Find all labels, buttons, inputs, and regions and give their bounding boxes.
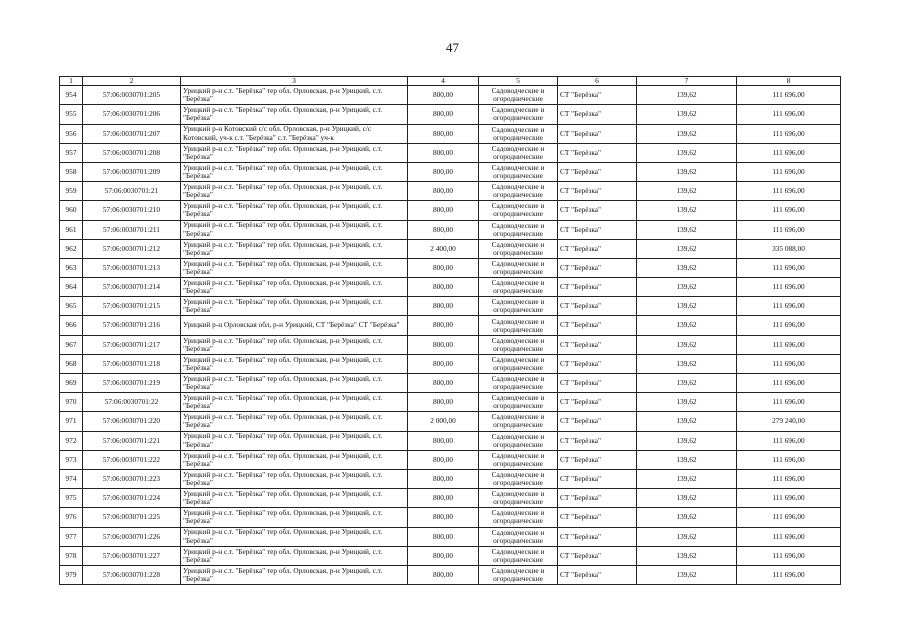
cell-area: 800,00 xyxy=(408,354,479,373)
cell-cadastral-number: 57:06:0030701:224 xyxy=(83,489,181,508)
table-row xyxy=(60,239,841,258)
table-row xyxy=(60,220,841,239)
cell-organization: СТ "Берёзка" xyxy=(558,393,637,412)
table-row xyxy=(60,316,841,335)
cell-address: Урицкий р-н с.т. "Берёзка" тер обл. Орловская, р-н Урицкий, с.т. "Берёзка" xyxy=(181,182,408,201)
cell-cadastral-number: 57:06:0030701:227 xyxy=(83,546,181,565)
cell-address: Урицкий р-н с.т. "Берёзка" тер обл. Орловская, р-н Урицкий, с.т. "Берёзка" xyxy=(181,546,408,565)
cell-organization: СТ "Берёзка" xyxy=(558,508,637,527)
cell-cadastral-value: 111 696,00 xyxy=(737,105,841,124)
cell-area: 800,00 xyxy=(408,450,479,469)
cell-area: 800,00 xyxy=(408,316,479,335)
cell-cadastral-number: 57:06:0030701:209 xyxy=(83,162,181,181)
table-header-row xyxy=(60,77,841,86)
cell-address: Урицкий р-н с.т. "Берёзка" тер обл. Орловская, р-н Урицкий, с.т. "Берёзка" xyxy=(181,239,408,258)
cell-cadastral-value: 335 088,00 xyxy=(737,239,841,258)
column-header: 8 xyxy=(737,77,841,86)
cell-address: Урицкий р-н с.т. "Берёзка" тер обл. Орловская, р-н Урицкий, с.т. "Берёзка" xyxy=(181,105,408,124)
cell-organization: СТ "Берёзка" xyxy=(558,431,637,450)
table-row xyxy=(60,201,841,220)
cell-unit-price: 139,62 xyxy=(637,143,737,162)
cell-address: Урицкий р-н с.т. "Берёзка" тер обл. Орловская, р-н Урицкий, с.т. "Берёзка" xyxy=(181,374,408,393)
cell-cadastral-value: 111 696,00 xyxy=(737,162,841,181)
cell-land-use: Садоводческие и огороднические xyxy=(479,258,558,277)
cell-cadastral-value: 111 696,00 xyxy=(737,374,841,393)
table-row xyxy=(60,182,841,201)
cell-area: 800,00 xyxy=(408,201,479,220)
cell-land-use: Садоводческие и огороднические xyxy=(479,508,558,527)
cell-row-number: 955 xyxy=(60,105,83,124)
cell-address: Урицкий р-н с.т. "Берёзка" тер обл. Орловская, р-н Урицкий, с.т. "Берёзка" xyxy=(181,469,408,488)
cell-land-use: Садоводческие и огороднические xyxy=(479,239,558,258)
cell-unit-price: 139,62 xyxy=(637,86,737,105)
cell-cadastral-value: 111 696,00 xyxy=(737,565,841,584)
cell-row-number: 979 xyxy=(60,565,83,584)
cell-organization: СТ "Берёзка" xyxy=(558,162,637,181)
cell-unit-price: 139,62 xyxy=(637,393,737,412)
cell-cadastral-value: 111 696,00 xyxy=(737,143,841,162)
cell-row-number: 978 xyxy=(60,546,83,565)
cell-row-number: 963 xyxy=(60,258,83,277)
cell-unit-price: 139,62 xyxy=(637,124,737,143)
cell-organization: СТ "Берёзка" xyxy=(558,297,637,316)
cell-row-number: 956 xyxy=(60,124,83,143)
cell-unit-price: 139,62 xyxy=(637,412,737,431)
cell-organization: СТ "Берёзка" xyxy=(558,489,637,508)
cell-cadastral-value: 111 696,00 xyxy=(737,527,841,546)
cell-address: Урицкий р-н с.т. "Берёзка" тер обл. Орловская, р-н Урицкий, с.т. "Берёзка" xyxy=(181,565,408,584)
cell-cadastral-number: 57:06:0030701:205 xyxy=(83,86,181,105)
cell-cadastral-number: 57:06:0030701:210 xyxy=(83,201,181,220)
cell-area: 800,00 xyxy=(408,182,479,201)
cell-area: 800,00 xyxy=(408,527,479,546)
cell-address: Урицкий р-н с.т. "Берёзка" тер обл. Орловская, р-н Урицкий, с.т. "Берёзка" xyxy=(181,278,408,297)
cell-address: Урицкий р-н с.т. "Берёзка" тер обл. Орловская, р-н Урицкий, с.т. "Берёзка" xyxy=(181,220,408,239)
cell-land-use: Садоводческие и огороднические xyxy=(479,201,558,220)
cell-land-use: Садоводческие и огороднические xyxy=(479,431,558,450)
cell-row-number: 976 xyxy=(60,508,83,527)
cell-area: 800,00 xyxy=(408,143,479,162)
cell-row-number: 964 xyxy=(60,278,83,297)
cell-address: Урицкий р-н с.т. "Берёзка" тер обл. Орловская, р-н Урицкий, с.т. "Берёзка" xyxy=(181,162,408,181)
table-row xyxy=(60,86,841,105)
table-row xyxy=(60,124,841,143)
cell-unit-price: 139,62 xyxy=(637,546,737,565)
cell-organization: СТ "Берёзка" xyxy=(558,201,637,220)
cell-address: Урицкий р-н Котовский с/с обл. Орловская, р-н Урицкий, с/с Котовский, уч-к с.т. "Берёзка" с.т. "Берёзка" уч-к xyxy=(181,124,408,143)
cell-land-use: Садоводческие и огороднические xyxy=(479,469,558,488)
cell-unit-price: 139,62 xyxy=(637,182,737,201)
cell-cadastral-number: 57:06:0030701:208 xyxy=(83,143,181,162)
cell-organization: СТ "Берёзка" xyxy=(558,124,637,143)
cell-row-number: 962 xyxy=(60,239,83,258)
cell-cadastral-number: 57:06:0030701:207 xyxy=(83,124,181,143)
cell-organization: СТ "Берёзка" xyxy=(558,469,637,488)
cell-address: Урицкий р-н с.т. "Берёзка" тер обл. Орловская, р-н Урицкий, с.т. "Берёзка" xyxy=(181,201,408,220)
cell-cadastral-number: 57:06:0030701:214 xyxy=(83,278,181,297)
cell-land-use: Садоводческие и огороднические xyxy=(479,162,558,181)
table-row xyxy=(60,162,841,181)
cell-cadastral-number: 57:06:0030701:221 xyxy=(83,431,181,450)
cell-cadastral-number: 57:06:0030701:226 xyxy=(83,527,181,546)
cell-organization: СТ "Берёзка" xyxy=(558,565,637,584)
cell-land-use: Садоводческие и огороднические xyxy=(479,278,558,297)
column-header: 2 xyxy=(83,77,181,86)
cell-cadastral-value: 111 696,00 xyxy=(737,278,841,297)
cell-land-use: Садоводческие и огороднические xyxy=(479,354,558,373)
cell-land-use: Садоводческие и огороднические xyxy=(479,86,558,105)
cell-unit-price: 139,62 xyxy=(637,297,737,316)
cell-area: 2 400,00 xyxy=(408,239,479,258)
table-row xyxy=(60,546,841,565)
cell-area: 800,00 xyxy=(408,565,479,584)
cell-organization: СТ "Берёзка" xyxy=(558,354,637,373)
cell-cadastral-value: 111 696,00 xyxy=(737,316,841,335)
table-row xyxy=(60,565,841,584)
cell-area: 800,00 xyxy=(408,258,479,277)
cell-cadastral-value: 111 696,00 xyxy=(737,450,841,469)
cell-area: 800,00 xyxy=(408,162,479,181)
column-header: 6 xyxy=(558,77,637,86)
cell-row-number: 977 xyxy=(60,527,83,546)
cell-unit-price: 139,62 xyxy=(637,162,737,181)
cell-organization: СТ "Берёзка" xyxy=(558,412,637,431)
cell-cadastral-number: 57:06:0030701:223 xyxy=(83,469,181,488)
cell-cadastral-value: 111 696,00 xyxy=(737,201,841,220)
cell-cadastral-number: 57:06:0030701:206 xyxy=(83,105,181,124)
cell-row-number: 966 xyxy=(60,316,83,335)
table-row xyxy=(60,354,841,373)
table-row xyxy=(60,297,841,316)
cell-land-use: Садоводческие и огороднические xyxy=(479,374,558,393)
cell-row-number: 967 xyxy=(60,335,83,354)
cell-land-use: Садоводческие и огороднические xyxy=(479,124,558,143)
cell-organization: СТ "Берёзка" xyxy=(558,239,637,258)
cell-unit-price: 139,62 xyxy=(637,354,737,373)
cell-area: 800,00 xyxy=(408,124,479,143)
cell-land-use: Садоводческие и огороднические xyxy=(479,220,558,239)
cell-area: 800,00 xyxy=(408,469,479,488)
cell-address: Урицкий р-н с.т. "Берёзка" тер обл. Орловская, р-н Урицкий, с.т. "Берёзка" xyxy=(181,527,408,546)
cell-area: 800,00 xyxy=(408,220,479,239)
cell-row-number: 961 xyxy=(60,220,83,239)
cell-area: 800,00 xyxy=(408,393,479,412)
cell-unit-price: 139,62 xyxy=(637,431,737,450)
cell-area: 800,00 xyxy=(408,105,479,124)
cell-address: Урицкий р-н с.т. "Берёзка" тер обл. Орловская, р-н Урицкий, с.т. "Берёзка" xyxy=(181,412,408,431)
cell-cadastral-number: 57:06:0030701:215 xyxy=(83,297,181,316)
cell-cadastral-value: 111 696,00 xyxy=(737,124,841,143)
cell-land-use: Садоводческие и огороднические xyxy=(479,565,558,584)
cell-unit-price: 139,62 xyxy=(637,258,737,277)
cell-organization: СТ "Берёзка" xyxy=(558,527,637,546)
cell-area: 800,00 xyxy=(408,489,479,508)
cell-unit-price: 139,62 xyxy=(637,565,737,584)
cell-address: Урицкий р-н с.т. "Берёзка" тер обл. Орловская, р-н Урицкий, с.т. "Берёзка" xyxy=(181,258,408,277)
table-row xyxy=(60,393,841,412)
cell-cadastral-value: 111 696,00 xyxy=(737,431,841,450)
cell-land-use: Садоводческие и огороднические xyxy=(479,450,558,469)
cell-land-use: Садоводческие и огороднические xyxy=(479,489,558,508)
cell-row-number: 973 xyxy=(60,450,83,469)
cell-organization: СТ "Берёзка" xyxy=(558,182,637,201)
table-row xyxy=(60,469,841,488)
cell-address: Урицкий р-н с.т. "Берёзка" тер обл. Орловская, р-н Урицкий, с.т. "Берёзка" xyxy=(181,431,408,450)
cell-address: Урицкий р-н с.т. "Берёзка" тер обл. Орловская, р-н Урицкий, с.т. "Берёзка" xyxy=(181,354,408,373)
cell-area: 2 000,00 xyxy=(408,412,479,431)
cell-organization: СТ "Берёзка" xyxy=(558,105,637,124)
table-row xyxy=(60,374,841,393)
cell-land-use: Садоводческие и огороднические xyxy=(479,316,558,335)
cell-unit-price: 139,62 xyxy=(637,469,737,488)
cell-row-number: 970 xyxy=(60,393,83,412)
cell-land-use: Садоводческие и огороднические xyxy=(479,143,558,162)
cell-organization: СТ "Берёзка" xyxy=(558,316,637,335)
column-header: 4 xyxy=(408,77,479,86)
cell-address: Урицкий р-н с.т. "Берёзка" тер обл. Орловская, р-н Урицкий, с.т. "Берёзка" xyxy=(181,143,408,162)
cell-unit-price: 139,62 xyxy=(637,508,737,527)
cell-area: 800,00 xyxy=(408,86,479,105)
cell-land-use: Садоводческие и огороднические xyxy=(479,182,558,201)
cell-address: Урицкий р-н с.т. "Берёзка" тер обл. Орловская, р-н Урицкий, с.т. "Берёзка" xyxy=(181,297,408,316)
cell-address: Урицкий р-н с.т. "Берёзка" тер обл. Орловская, р-н Урицкий, с.т. "Берёзка" xyxy=(181,450,408,469)
cell-organization: СТ "Берёзка" xyxy=(558,278,637,297)
cell-cadastral-number: 57:06:0030701:225 xyxy=(83,508,181,527)
table-row xyxy=(60,489,841,508)
table-row xyxy=(60,335,841,354)
cell-organization: СТ "Берёзка" xyxy=(558,143,637,162)
cell-unit-price: 139,62 xyxy=(637,450,737,469)
table-row xyxy=(60,527,841,546)
cell-cadastral-value: 111 696,00 xyxy=(737,469,841,488)
table-row xyxy=(60,508,841,527)
cell-cadastral-number: 57:06:0030701:212 xyxy=(83,239,181,258)
cell-unit-price: 139,62 xyxy=(637,239,737,258)
cell-address: Урицкий р-н с.т. "Берёзка" тер обл. Орловская, р-н Урицкий, с.т. "Берёзка" xyxy=(181,86,408,105)
cell-row-number: 975 xyxy=(60,489,83,508)
table-row xyxy=(60,412,841,431)
cell-unit-price: 139,62 xyxy=(637,374,737,393)
cell-row-number: 968 xyxy=(60,354,83,373)
cell-cadastral-value: 111 696,00 xyxy=(737,393,841,412)
cell-cadastral-value: 111 696,00 xyxy=(737,508,841,527)
table-row xyxy=(60,431,841,450)
cell-cadastral-number: 57:06:0030701:228 xyxy=(83,565,181,584)
cell-area: 800,00 xyxy=(408,431,479,450)
cell-organization: СТ "Берёзка" xyxy=(558,546,637,565)
table-body xyxy=(60,86,841,585)
cell-land-use: Садоводческие и огороднические xyxy=(479,105,558,124)
cell-cadastral-value: 111 696,00 xyxy=(737,297,841,316)
cell-unit-price: 139,62 xyxy=(637,278,737,297)
cell-cadastral-value: 111 696,00 xyxy=(737,220,841,239)
cell-cadastral-value: 111 696,00 xyxy=(737,182,841,201)
cell-cadastral-value: 111 696,00 xyxy=(737,335,841,354)
cell-area: 800,00 xyxy=(408,278,479,297)
cell-address: Урицкий р-н с.т. "Берёзка" тер обл. Орловская, р-н Урицкий, с.т. "Берёзка" xyxy=(181,508,408,527)
cell-address: Урицкий р-н с.т. "Берёзка" тер обл. Орловская, р-н Урицкий, с.т. "Берёзка" xyxy=(181,335,408,354)
table-row xyxy=(60,278,841,297)
cell-unit-price: 139,62 xyxy=(637,489,737,508)
cell-unit-price: 139,62 xyxy=(637,201,737,220)
cell-unit-price: 139,62 xyxy=(637,527,737,546)
cell-organization: СТ "Берёзка" xyxy=(558,220,637,239)
cell-cadastral-number: 57:06:0030701:213 xyxy=(83,258,181,277)
cell-unit-price: 139,62 xyxy=(637,335,737,354)
table-row xyxy=(60,105,841,124)
cell-cadastral-number: 57:06:0030701:219 xyxy=(83,374,181,393)
cell-cadastral-value: 111 696,00 xyxy=(737,546,841,565)
cell-organization: СТ "Берёзка" xyxy=(558,86,637,105)
cell-organization: СТ "Берёзка" xyxy=(558,450,637,469)
cell-row-number: 974 xyxy=(60,469,83,488)
cell-row-number: 960 xyxy=(60,201,83,220)
cell-cadastral-number: 57:06:0030701:218 xyxy=(83,354,181,373)
cell-row-number: 959 xyxy=(60,182,83,201)
cell-row-number: 969 xyxy=(60,374,83,393)
cell-address: Урицкий р-н с.т. "Берёзка" тер обл. Орловская, р-н Урицкий, с.т. "Берёзка" xyxy=(181,489,408,508)
cell-land-use: Садоводческие и огороднические xyxy=(479,297,558,316)
cell-land-use: Садоводческие и огороднические xyxy=(479,335,558,354)
cell-cadastral-value: 111 696,00 xyxy=(737,258,841,277)
land-registry-table xyxy=(59,76,841,585)
cell-cadastral-number: 57:06:0030701:211 xyxy=(83,220,181,239)
cell-unit-price: 139,62 xyxy=(637,220,737,239)
cell-row-number: 971 xyxy=(60,412,83,431)
cell-organization: СТ "Берёзка" xyxy=(558,335,637,354)
column-header: 3 xyxy=(181,77,408,86)
cell-cadastral-number: 57:06:0030701:217 xyxy=(83,335,181,354)
table-row xyxy=(60,258,841,277)
cell-row-number: 972 xyxy=(60,431,83,450)
cell-row-number: 954 xyxy=(60,86,83,105)
cell-cadastral-value: 111 696,00 xyxy=(737,489,841,508)
cell-land-use: Садоводческие и огороднические xyxy=(479,527,558,546)
cell-unit-price: 139,62 xyxy=(637,316,737,335)
cell-area: 800,00 xyxy=(408,297,479,316)
cell-cadastral-value: 111 696,00 xyxy=(737,354,841,373)
cell-area: 800,00 xyxy=(408,374,479,393)
cell-cadastral-number: 57:06:0030701:22 xyxy=(83,393,181,412)
cell-unit-price: 139,62 xyxy=(637,105,737,124)
cell-organization: СТ "Берёзка" xyxy=(558,374,637,393)
cell-organization: СТ "Берёзка" xyxy=(558,258,637,277)
cell-cadastral-value: 111 696,00 xyxy=(737,86,841,105)
cell-cadastral-number: 57:06:0030701:220 xyxy=(83,412,181,431)
cell-area: 800,00 xyxy=(408,546,479,565)
column-header: 1 xyxy=(60,77,83,86)
cell-row-number: 957 xyxy=(60,143,83,162)
cell-row-number: 965 xyxy=(60,297,83,316)
cell-area: 800,00 xyxy=(408,335,479,354)
cell-land-use: Садоводческие и огороднические xyxy=(479,546,558,565)
cell-cadastral-number: 57:06:0030701:21 xyxy=(83,182,181,201)
cell-cadastral-number: 57:06:0030701:222 xyxy=(83,450,181,469)
cell-cadastral-number: 57:06:0030701:216 xyxy=(83,316,181,335)
column-header: 7 xyxy=(637,77,737,86)
cell-address: Урицкий р-н Орловская обл, р-н Урицкий, СТ "Берёзка" СТ "Берёзка" xyxy=(181,316,408,335)
cell-land-use: Садоводческие и огороднические xyxy=(479,393,558,412)
table-row xyxy=(60,450,841,469)
cell-address: Урицкий р-н с.т. "Берёзка" тер обл. Орловская, р-н Урицкий, с.т. "Берёзка" xyxy=(181,393,408,412)
cell-land-use: Садоводческие и огороднические xyxy=(479,412,558,431)
cell-row-number: 958 xyxy=(60,162,83,181)
table-row xyxy=(60,143,841,162)
cell-cadastral-value: 279 240,00 xyxy=(737,412,841,431)
cell-area: 800,00 xyxy=(408,508,479,527)
column-header: 5 xyxy=(479,77,558,86)
page-number: 47 xyxy=(446,40,459,55)
